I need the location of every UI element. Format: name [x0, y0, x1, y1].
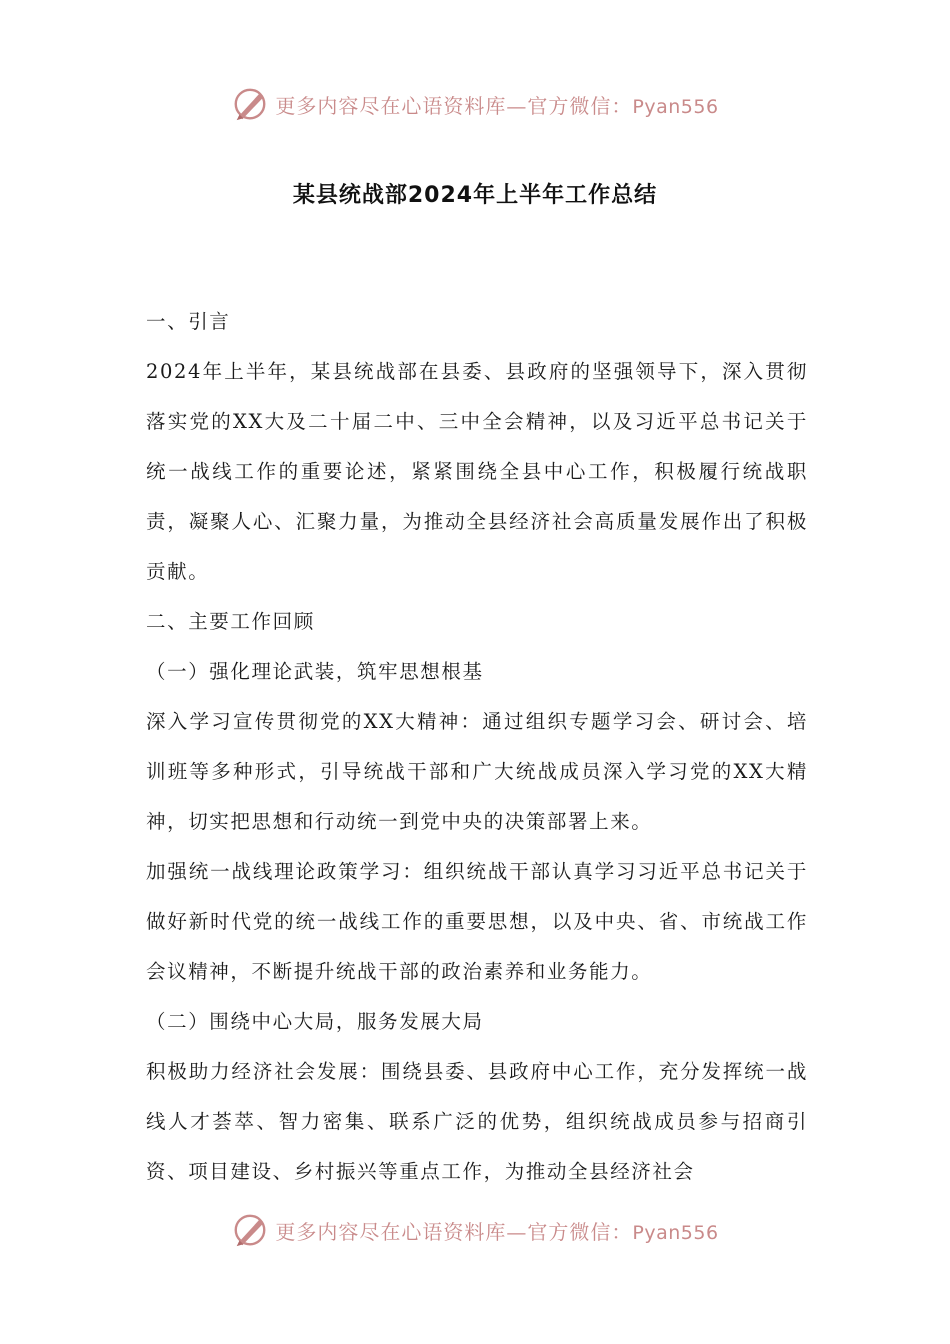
- paragraph: 深入学习宣传贯彻党的XX大精神：通过组织专题学习会、研讨会、培训班等多种形式，引导统战干部和广大统战成员深入学习党的XX大精神，切实把思想和行动统一到党中央的决策部署上来。: [146, 710, 808, 833]
- watermark-text: 更多内容尽在心语资料库—官方微信：: [275, 1219, 633, 1244]
- paragraph: （二）围绕中心大局，服务发展大局: [146, 1010, 484, 1033]
- pen-logo-icon: [231, 1211, 269, 1249]
- watermark-header: [0, 82, 950, 126]
- watermark-id: Pyan556: [632, 1221, 719, 1244]
- paragraph: 加强统一战线理论政策学习：组织统战干部认真学习习近平总书记关于做好新时代党的统一战线工作的重要思想，以及中央、省、市统战工作会议精神，不断提升统战干部的政治素养和业务能力。: [146, 860, 808, 983]
- paragraph: 2024年上半年，某县统战部在县委、县政府的坚强领导下，深入贯彻落实党的XX大及二十届二中、三中全会精神，以及习近平总书记关于统一战线工作的重要论述，紧紧围绕全县中心工作，积极履行统战职责，凝聚人心、汇聚力量，为推动全县经济社会高质量发展作出了积极贡献。: [146, 360, 808, 583]
- pen-logo-icon: [231, 85, 269, 123]
- paragraph: 积极助力经济社会发展：围绕县委、县政府中心工作，充分发挥统一战线人才荟萃、智力密集、联系广泛的优势，组织统战成员参与招商引资、项目建设、乡村振兴等重点工作，为推动全县经济社会: [146, 1060, 808, 1183]
- watermark-text: 更多内容尽在心语资料库—官方微信：: [275, 93, 633, 118]
- paragraph: 二、主要工作回顾: [146, 610, 315, 633]
- document-body: [146, 297, 808, 1197]
- watermark-id: Pyan556: [632, 95, 719, 118]
- watermark-label: [275, 90, 718, 119]
- paragraph: 一、引言: [146, 310, 231, 333]
- document-title: 某县统战部2024年上半年工作总结: [292, 183, 658, 208]
- watermark-footer: [0, 1208, 950, 1252]
- paragraph: （一）强化理论武装，筑牢思想根基: [146, 660, 484, 683]
- watermark-label: [275, 1216, 718, 1245]
